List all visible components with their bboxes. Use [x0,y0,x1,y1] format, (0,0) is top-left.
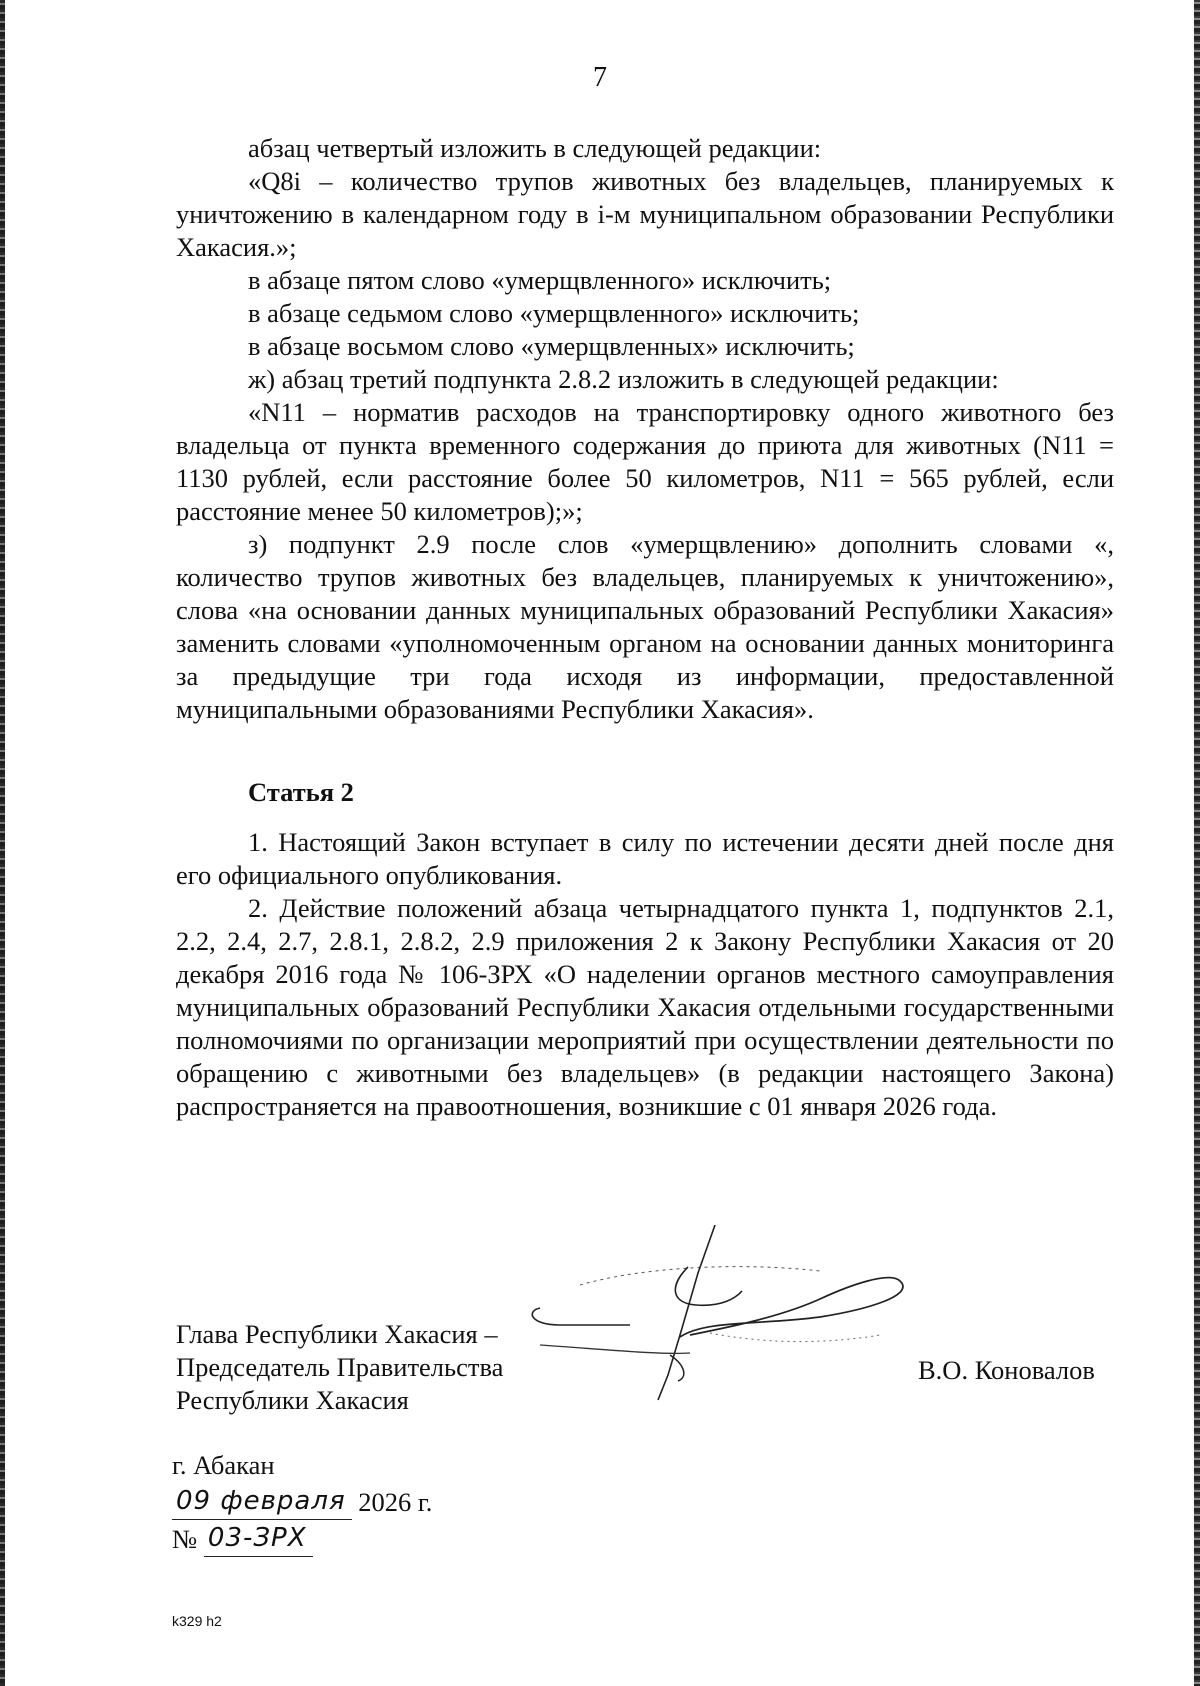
number-line [172,1522,432,1559]
paragraph: в абзаце седьмом слово «умерщвленного» исключить; [248,298,860,328]
document-body [176,132,1114,1123]
place: г. Абакан [172,1450,275,1480]
signatory-title [176,1318,503,1417]
signatory-name: В.О. Коновалов [918,1355,1095,1385]
paragraph: в абзаце пятом слово «умерщвленного» исключить; [248,265,832,295]
place-and-date [172,1448,432,1559]
paragraph: ж) абзац третий подпункта 2.8.2 изложить в следующей редакции: [248,364,999,394]
handwritten-number: 03-ЗРХ [204,1521,313,1557]
number-prefix: № [172,1524,198,1554]
scan-edge-left [0,0,5,1686]
article-heading: Статья 2 [248,777,354,807]
paragraph: в абзаце восьмом слово «умерщвленных» исключить; [248,331,855,361]
place-line [172,1448,432,1485]
date-year: 2026 г. [358,1487,433,1517]
paragraph: з) подпункт 2.9 после слов «умерщвлению» дополнить словами «, количество трупов животных без владельцев, планируемых к уничтожению», слова «на основании данных муниципальных образований Республики Хакасия» заменить словами «уполномоченным органом на основании данных мониторинга за предыдущие три года исходя из информации, предоставленной муниципальными образованиями Республики Хакасия». [176,529,1114,724]
signatory-title-line: Глава Республики Хакасия – [176,1319,498,1349]
paragraph: «Q8i – количество трупов животных без владельцев, планируемых к уничтожению в календарном году в i-м муниципальном образовании Республики Хакасия.»; [176,166,1114,262]
paragraph: абзац четвертый изложить в следующей редакции: [248,133,822,163]
paragraph: «N11 – норматив расходов на транспортировку одного животного без владельца от пункта временного содержания до приюта для животных (N11 = 1130 рублей, если расстояние более 50 километров, N11 = 565 рублей, если расстояние менее 50 километров);»; [176,397,1114,526]
article-paragraph: 2. Действие положений абзаца четырнадцатого пункта 1, подпунктов 2.1, 2.2, 2.4, 2.7, 2.8.1, 2.8.2, 2.9 приложения 2 к Закону Республики Хакасия от 20 декабря 2016 года № 106-ЗРХ «О наделении органов местного самоуправления муниципальных образований Республики Хакасия отдельными государственными полномочиями по организации мероприятий при осуществлении деятельности по обращению с животными без владельцев» (в редакции настоящего Закона) распространяется на правоотношения, возникшие с 01 января 2026 года. [176,893,1114,1121]
article-paragraph: 1. Настоящий Закон вступает в силу по истечении десяти дней после дня его официального опубликования. [176,827,1114,890]
signatory-title-line: Республики Хакасия [176,1385,409,1415]
document-code: k329 h2 [172,1613,222,1629]
page-number: 7 [593,62,607,93]
handwritten-date: 09 февраля [172,1484,352,1520]
handwritten-signature [520,1225,930,1415]
signatory-title-line: Председатель Правительства [176,1352,504,1382]
date-line [172,1485,432,1522]
scan-edge-right [1194,0,1200,1686]
